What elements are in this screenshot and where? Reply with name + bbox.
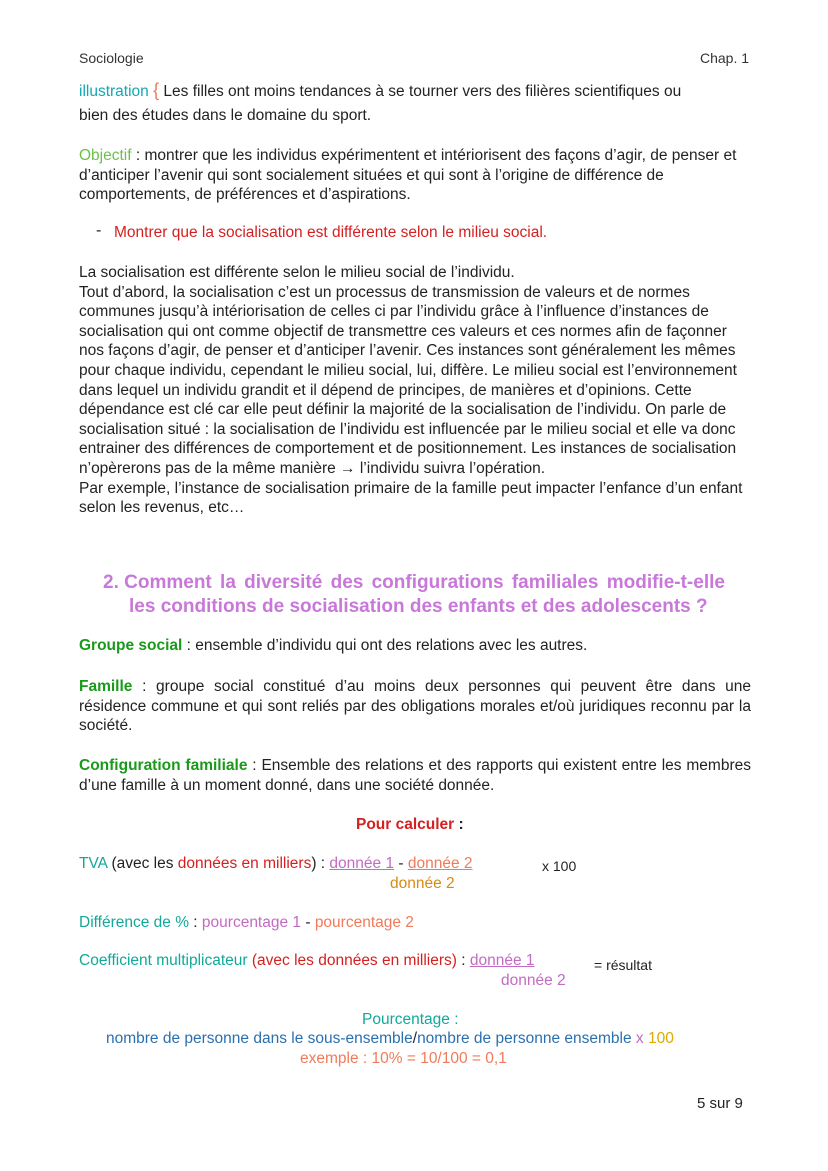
section-2-title-line2: les conditions de socialisation des enfants et des adolescents ?	[129, 596, 708, 617]
tva-numerator-2: donnée 2	[407, 855, 473, 872]
def-groupe-label: Groupe social	[79, 637, 183, 654]
def-config-text: : Ensemble des relations et des rapports qui existent entre les membres d’une famille à un moment donné, dans une société donnée.	[79, 757, 751, 794]
tva-times-100: x 100	[542, 858, 577, 874]
tva-paren-open: (avec les	[107, 855, 178, 872]
pct-title: Pourcentage :	[362, 1011, 459, 1028]
calcul-title	[356, 816, 464, 834]
def-famille-label: Famille	[79, 678, 133, 695]
diff-p2: pourcentage 2	[314, 914, 414, 931]
pct-formula-a: nombre de personne dans le sous-ensemble	[106, 1030, 413, 1047]
illustration-text-1: Les filles ont moins tendances à se tourner vers des filières scientifiques ou	[163, 83, 682, 100]
pct-slash: /	[412, 1030, 418, 1047]
diff-minus: -	[301, 914, 315, 931]
section-2-title-line1: Comment la diversité des configurations familiales modifie-t-elle	[124, 572, 725, 593]
tva-minus: -	[394, 855, 408, 872]
def-groupe-text: : ensemble d’individu qui ont des relations avec les autres.	[182, 637, 588, 654]
pct-example: exemple : 10% = 10/100 = 0,1	[300, 1050, 507, 1067]
objectif-label: Objectif	[79, 147, 132, 164]
bullet-text: Montrer que la socialisation est différente selon le milieu social.	[114, 224, 548, 241]
section-2-heading	[103, 571, 751, 595]
body-paragraph	[79, 263, 751, 518]
def-groupe-social	[79, 636, 751, 656]
page-number: 5 sur 9	[697, 1095, 743, 1112]
illustration-text-2: bien des études dans le domaine du sport.	[79, 107, 372, 124]
header-chapter: Chap. 1	[700, 50, 750, 66]
pct-formula-b: nombre de personne ensemble	[417, 1030, 632, 1047]
objectif-text: : montrer que les individus expérimentent et intériorisent des façons d’agir, de penser et d’anticiper l’avenir qui sont socialement situées et qui sont à l’origine de différence de comportements, de préférences et d’aspirations.	[79, 147, 737, 204]
pct-100: 100	[648, 1030, 674, 1047]
diff-p1: pourcentage 1	[201, 914, 302, 931]
tva-line	[79, 855, 473, 873]
header-subject: Sociologie	[79, 50, 144, 66]
tva-paren-close: ) :	[311, 855, 330, 872]
coef-line	[79, 952, 535, 970]
diff-label: Différence de %	[79, 914, 189, 931]
illustration-label: illustration	[79, 83, 149, 100]
illustration-brace: {	[153, 80, 160, 100]
coef-colon: :	[456, 952, 470, 969]
illustration-line1	[79, 80, 681, 101]
def-configuration	[79, 756, 751, 795]
pct-x: x	[631, 1030, 648, 1047]
diff-line	[79, 914, 414, 932]
tva-paren-data: données en milliers	[177, 855, 312, 872]
tva-label: TVA	[79, 855, 108, 872]
calcul-title-colon: :	[454, 816, 464, 833]
coef-denominator: donnée 2	[501, 972, 566, 989]
diff-colon: :	[189, 914, 202, 931]
bullet-dash: -	[96, 222, 102, 239]
tva-denominator: donnée 2	[390, 875, 455, 892]
coef-result: = résultat	[594, 957, 652, 973]
def-famille	[79, 677, 751, 736]
coef-label: Coefficient multiplicateur	[79, 952, 248, 969]
body-p2: Tout d’abord, la socialisation c’est un processus de transmission de valeurs et de normes communes jusqu’à intériorisation de celles ci par l’individu grâce à l’influence d’instances de socialisation qui ont comme objectif de transmettre ces valeurs et ces normes afin de façonner nos façons d’agir, de penser et d’anticiper l’avenir. Ces instances sont généralement les mêmes pour chaque individu, cependant le milieu social, lui, diffère. Le milieu social est l’environnement dans lequel un individu grandit et il dépend de principes, de manières et d’opinions. Cette dépendance est clé car elle peut définir la majorité de la socialisation de l’individu. On parle de socialisation situé : la socialisation de l’individu est influencée par le milieu social et elle va donc entrainer des différences de comportement et de positionnement. Les instances de socialisation n’opèrerons pas de la même manière → l’individu suivra l’opération.	[79, 283, 737, 477]
def-famille-text: : groupe social constitué d’au moins deux personnes qui peuvent être dans une résidence commune et qui sont reliés par des obligations morales et/où juridiques reconnu par la société.	[79, 678, 751, 735]
body-p1: La socialisation est différente selon le milieu social de l’individu.	[79, 264, 515, 281]
coef-paren: (avec les données en milliers)	[247, 952, 457, 969]
pct-formula	[106, 1030, 674, 1048]
tva-numerator-1: donnée 1	[329, 855, 395, 872]
section-2-number: 2.	[103, 572, 119, 593]
calcul-title-text: Pour calculer	[356, 816, 455, 833]
def-config-label: Configuration familiale	[79, 757, 248, 774]
body-p3: Par exemple, l’instance de socialisation primaire de la famille peut impacter l’enfance d’un enfant selon les revenus, etc…	[79, 479, 743, 517]
coef-numerator: donnée 1	[469, 952, 535, 969]
objectif-paragraph	[79, 146, 751, 205]
